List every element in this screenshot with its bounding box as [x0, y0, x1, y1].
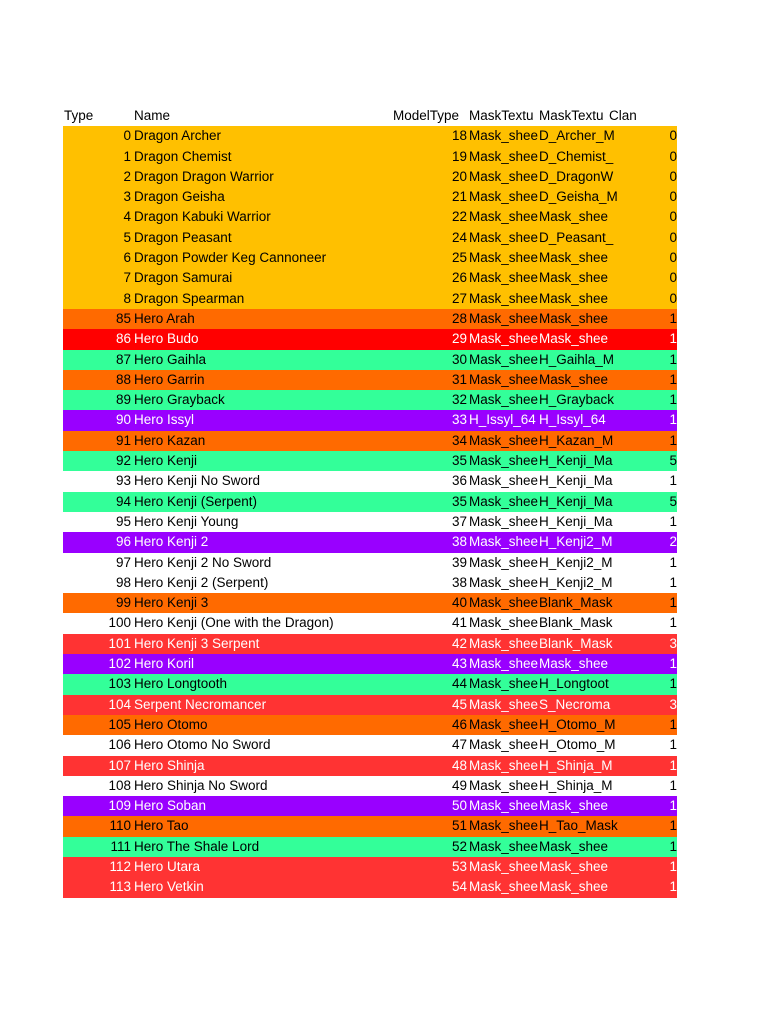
type-cell[interactable]: 8 — [123, 290, 131, 306]
clan-cell[interactable]: 1 — [669, 676, 677, 692]
type-cell[interactable]: 3 — [123, 189, 131, 205]
type-cell[interactable]: 108 — [108, 777, 131, 793]
table-row[interactable] — [63, 309, 679, 329]
clan-cell[interactable]: 1 — [669, 473, 677, 489]
name-cell[interactable]: Hero Grayback — [134, 392, 225, 408]
mask-texture-1-cell[interactable]: Mask_shee — [469, 798, 539, 814]
model-type-cell[interactable]: 38 — [451, 534, 467, 550]
mask-texture-1-cell[interactable]: Mask_shee — [469, 290, 539, 306]
clan-cell[interactable]: 1 — [669, 757, 677, 773]
clan-cell[interactable]: 1 — [669, 412, 677, 428]
name-cell[interactable]: Hero Kenji 2 No Sword — [134, 554, 272, 570]
mask-texture-2-cell[interactable]: H_Kenji2_M — [539, 534, 613, 550]
model-type-cell[interactable]: 26 — [451, 270, 467, 286]
mask-texture-1-cell[interactable]: Mask_shee — [469, 168, 539, 184]
mask-texture-1-cell[interactable]: Mask_shee — [469, 656, 539, 672]
model-type-cell[interactable]: 36 — [451, 473, 467, 489]
mask-texture-2-cell[interactable]: Mask_shee — [539, 656, 609, 672]
mask-texture-2-cell[interactable]: D_Archer_M — [539, 128, 615, 144]
mask-texture-1-cell[interactable]: Mask_shee — [469, 818, 539, 834]
type-cell[interactable]: 94 — [115, 493, 131, 509]
table-row[interactable] — [63, 634, 679, 654]
mask-texture-2-cell[interactable]: S_Necroma — [539, 696, 611, 712]
mask-texture-2-cell[interactable]: H_Otomo_M — [539, 737, 616, 753]
mask-texture-2-cell[interactable]: Mask_shee — [539, 270, 609, 286]
clan-cell[interactable]: 1 — [669, 554, 677, 570]
type-cell[interactable]: 88 — [115, 371, 131, 387]
name-cell[interactable]: Hero Garrin — [134, 371, 205, 387]
header-type: Type — [64, 108, 94, 123]
name-cell[interactable]: Hero Kenji (One with the Dragon) — [134, 615, 334, 631]
clan-cell[interactable]: 3 — [669, 635, 677, 651]
name-cell[interactable]: Hero Gaihla — [134, 351, 207, 367]
model-type-cell[interactable]: 30 — [451, 351, 467, 367]
model-type-cell[interactable]: 51 — [451, 818, 467, 834]
mask-texture-2-cell[interactable]: Mask_shee — [539, 310, 609, 326]
type-cell[interactable]: 109 — [108, 798, 131, 814]
mask-texture-1-cell[interactable]: Mask_shee — [469, 310, 539, 326]
name-cell[interactable]: Hero Soban — [134, 798, 207, 814]
table-row[interactable] — [63, 451, 679, 471]
type-cell[interactable]: 89 — [115, 392, 131, 408]
type-cell[interactable]: 99 — [115, 595, 131, 611]
mask-texture-1-cell[interactable]: Mask_shee — [469, 595, 539, 611]
model-type-cell[interactable]: 25 — [451, 250, 467, 266]
clan-cell[interactable]: 0 — [669, 270, 677, 286]
table-row[interactable] — [63, 877, 679, 897]
type-cell[interactable]: 107 — [108, 757, 131, 773]
clan-cell[interactable]: 0 — [669, 168, 677, 184]
table-row[interactable] — [63, 492, 679, 512]
type-cell[interactable]: 110 — [109, 818, 131, 834]
model-type-cell[interactable]: 53 — [451, 858, 467, 874]
table-row[interactable] — [63, 471, 679, 491]
clan-cell[interactable]: 0 — [669, 148, 677, 164]
mask-texture-2-cell[interactable]: D_Peasant_ — [539, 229, 614, 245]
name-cell[interactable]: Dragon Dragon Warrior — [134, 168, 274, 184]
mask-texture-2-cell[interactable]: H_Shinja_M — [539, 777, 613, 793]
mask-texture-1-cell[interactable]: Mask_shee — [469, 351, 539, 367]
mask-texture-1-cell[interactable]: Mask_shee — [469, 737, 539, 753]
model-type-cell[interactable]: 44 — [451, 676, 467, 692]
mask-texture-2-cell[interactable]: H_Kenji_Ma — [539, 473, 613, 489]
mask-texture-1-cell[interactable]: Mask_shee — [469, 392, 539, 408]
clan-cell[interactable]: 1 — [669, 879, 677, 895]
mask-texture-2-cell[interactable]: Mask_shee — [539, 250, 609, 266]
name-cell[interactable]: Hero Kenji Young — [134, 513, 239, 529]
mask-texture-2-cell[interactable]: H_Kenji_Ma — [539, 453, 613, 469]
mask-texture-2-cell[interactable]: H_Grayback — [539, 392, 615, 408]
model-type-cell[interactable]: 46 — [451, 716, 467, 732]
table-row[interactable] — [63, 512, 679, 532]
type-cell[interactable]: 111 — [110, 838, 131, 854]
model-type-cell[interactable]: 28 — [451, 310, 467, 326]
mask-texture-1-cell[interactable]: Mask_shee — [469, 331, 539, 347]
type-cell[interactable]: 86 — [115, 331, 131, 347]
mask-texture-1-cell[interactable]: Mask_shee — [469, 473, 539, 489]
name-cell[interactable]: Hero Shinja No Sword — [134, 777, 268, 793]
name-cell[interactable]: Hero Kenji 3 Serpent — [134, 635, 260, 651]
name-cell[interactable]: Hero Otomo — [134, 716, 208, 732]
mask-texture-2-cell[interactable]: H_Shinja_M — [539, 757, 613, 773]
type-cell[interactable]: 87 — [115, 351, 131, 367]
table-row[interactable] — [63, 329, 679, 349]
clan-cell[interactable]: 5 — [669, 493, 677, 509]
mask-texture-2-cell[interactable]: D_Geisha_M — [539, 189, 618, 205]
mask-texture-1-cell[interactable]: Mask_shee — [469, 493, 539, 509]
type-cell[interactable]: 104 — [108, 696, 131, 712]
clan-cell[interactable]: 1 — [669, 798, 677, 814]
type-cell[interactable]: 112 — [109, 858, 131, 874]
table-row[interactable] — [63, 695, 679, 715]
model-type-cell[interactable]: 20 — [451, 168, 467, 184]
mask-texture-2-cell[interactable]: Mask_shee — [539, 858, 609, 874]
clan-cell[interactable]: 1 — [669, 351, 677, 367]
type-cell[interactable]: 1 — [123, 148, 131, 164]
type-cell[interactable]: 95 — [115, 513, 131, 529]
type-cell[interactable]: 5 — [123, 229, 131, 245]
mask-texture-2-cell[interactable]: D_Chemist_ — [539, 148, 614, 164]
mask-texture-1-cell[interactable]: Mask_shee — [469, 554, 539, 570]
table-row[interactable] — [63, 187, 679, 207]
type-cell[interactable]: 4 — [123, 209, 131, 225]
model-type-cell[interactable]: 37 — [451, 513, 467, 529]
mask-texture-2-cell[interactable]: H_Kazan_M — [539, 432, 614, 448]
mask-texture-2-cell[interactable]: Mask_shee — [539, 371, 609, 387]
mask-texture-2-cell[interactable]: Mask_shee — [539, 838, 609, 854]
mask-texture-1-cell[interactable]: Mask_shee — [469, 270, 539, 286]
clan-cell[interactable]: 1 — [669, 838, 677, 854]
mask-texture-1-cell[interactable]: Mask_shee — [469, 432, 539, 448]
model-type-cell[interactable]: 45 — [451, 696, 467, 712]
clan-cell[interactable]: 1 — [669, 656, 677, 672]
mask-texture-2-cell[interactable]: Blank_Mask — [539, 615, 613, 631]
clan-cell[interactable]: 2 — [669, 534, 677, 550]
model-type-cell[interactable]: 43 — [451, 656, 467, 672]
name-cell[interactable]: Hero Kenji 2 (Serpent) — [134, 574, 269, 590]
table-row[interactable] — [63, 370, 679, 390]
spreadsheet — [63, 106, 679, 898]
clan-cell[interactable]: 0 — [669, 229, 677, 245]
mask-texture-1-cell[interactable]: Mask_shee — [469, 615, 539, 631]
model-type-cell[interactable]: 49 — [451, 777, 467, 793]
mask-texture-2-cell[interactable]: D_DragonW — [539, 168, 614, 184]
mask-texture-1-cell[interactable]: Mask_shee — [469, 189, 539, 205]
mask-texture-1-cell[interactable]: Mask_shee — [469, 148, 539, 164]
table-row[interactable] — [63, 613, 679, 633]
table-row[interactable] — [63, 167, 679, 187]
table-row[interactable] — [63, 431, 679, 451]
table-row[interactable] — [63, 126, 679, 146]
table-row[interactable] — [63, 796, 679, 816]
mask-texture-2-cell[interactable]: Blank_Mask — [539, 635, 613, 651]
mask-texture-1-cell[interactable]: Mask_shee — [469, 574, 539, 590]
model-type-cell[interactable]: 32 — [451, 392, 467, 408]
mask-texture-2-cell[interactable]: Mask_shee — [539, 290, 609, 306]
name-cell[interactable]: Hero Kenji 3 — [134, 595, 209, 611]
mask-texture-1-cell[interactable]: Mask_shee — [469, 757, 539, 773]
clan-cell[interactable]: 0 — [669, 250, 677, 266]
model-type-cell[interactable]: 29 — [451, 331, 467, 347]
clan-cell[interactable]: 3 — [669, 696, 677, 712]
mask-texture-1-cell[interactable]: Mask_shee — [469, 513, 539, 529]
name-cell[interactable]: Hero Budo — [134, 331, 199, 347]
model-type-cell[interactable]: 48 — [451, 757, 467, 773]
type-cell[interactable]: 91 — [115, 432, 131, 448]
name-cell[interactable]: Hero Utara — [134, 858, 201, 874]
mask-texture-1-cell[interactable]: Mask_shee — [469, 209, 539, 225]
name-cell[interactable]: Dragon Samurai — [134, 270, 233, 286]
type-cell[interactable]: 92 — [115, 453, 131, 469]
table-body — [63, 126, 679, 897]
mask-texture-2-cell[interactable]: H_Otomo_M — [539, 716, 616, 732]
table-row[interactable] — [63, 207, 679, 227]
name-cell[interactable]: Hero Tao — [134, 818, 189, 834]
type-cell[interactable]: 113 — [109, 879, 131, 895]
clan-cell[interactable]: 1 — [669, 737, 677, 753]
clan-cell[interactable]: 1 — [669, 392, 677, 408]
model-type-cell[interactable]: 33 — [451, 412, 467, 428]
type-cell[interactable]: 101 — [108, 635, 131, 651]
type-cell[interactable]: 100 — [108, 615, 131, 631]
name-cell[interactable]: Hero Kenji (Serpent) — [134, 493, 258, 509]
name-cell[interactable]: Hero Arah — [134, 310, 195, 326]
clan-cell[interactable]: 5 — [669, 453, 677, 469]
name-cell[interactable]: Dragon Kabuki Warrior — [134, 209, 271, 225]
type-cell[interactable]: 97 — [115, 554, 131, 570]
table-row[interactable] — [63, 147, 679, 167]
table-row[interactable] — [63, 735, 679, 755]
table-row[interactable] — [63, 837, 679, 857]
table-row[interactable] — [63, 654, 679, 674]
table-row[interactable] — [63, 715, 679, 735]
type-cell[interactable]: 105 — [108, 716, 131, 732]
name-cell[interactable]: Dragon Chemist — [134, 148, 232, 164]
clan-cell[interactable]: 1 — [669, 513, 677, 529]
mask-texture-2-cell[interactable]: H_Kenji_Ma — [539, 493, 613, 509]
type-cell[interactable]: 96 — [115, 534, 131, 550]
header-model-type: ModelType — [393, 108, 460, 123]
mask-texture-1-cell[interactable]: Mask_shee — [469, 879, 539, 895]
mask-texture-1-cell[interactable]: Mask_shee — [469, 858, 539, 874]
clan-cell[interactable]: 1 — [669, 615, 677, 631]
header-row — [63, 106, 679, 126]
model-type-cell[interactable]: 50 — [451, 798, 467, 814]
type-cell[interactable]: 106 — [108, 737, 131, 753]
model-type-cell[interactable]: 18 — [451, 128, 467, 144]
table-row[interactable] — [63, 350, 679, 370]
header-mask-texture-2: MaskTextu — [539, 108, 604, 123]
clan-cell[interactable]: 1 — [669, 371, 677, 387]
model-type-cell[interactable]: 21 — [451, 189, 467, 205]
name-cell[interactable]: Hero The Shale Lord — [134, 838, 260, 854]
mask-texture-1-cell[interactable]: Mask_shee — [469, 696, 539, 712]
mask-texture-2-cell[interactable]: H_Kenji_Ma — [539, 513, 613, 529]
model-type-cell[interactable]: 47 — [451, 737, 467, 753]
table-row[interactable] — [63, 593, 679, 613]
clan-cell[interactable]: 1 — [669, 331, 677, 347]
clan-cell[interactable]: 0 — [669, 128, 677, 144]
type-cell[interactable]: 2 — [123, 168, 131, 184]
clan-cell[interactable]: 1 — [669, 777, 677, 793]
name-cell[interactable]: Hero Shinja — [134, 757, 205, 773]
clan-cell[interactable]: 1 — [669, 595, 677, 611]
name-cell[interactable]: Hero Kenji No Sword — [134, 473, 261, 489]
model-type-cell[interactable]: 39 — [451, 554, 467, 570]
model-type-cell[interactable]: 27 — [451, 290, 467, 306]
clan-cell[interactable]: 1 — [669, 858, 677, 874]
name-cell[interactable]: Dragon Powder Keg Cannoneer — [134, 250, 327, 266]
mask-texture-2-cell[interactable]: Blank_Mask — [539, 595, 613, 611]
name-cell[interactable]: Serpent Necromancer — [134, 696, 267, 712]
clan-cell[interactable]: 0 — [669, 290, 677, 306]
model-type-cell[interactable]: 22 — [451, 209, 467, 225]
name-cell[interactable]: Hero Kenji — [134, 453, 198, 469]
clan-cell[interactable]: 1 — [669, 432, 677, 448]
table-row[interactable] — [63, 410, 679, 430]
header-name: Name — [134, 108, 171, 123]
name-cell[interactable]: Hero Vetkin — [134, 879, 204, 895]
table-row[interactable] — [63, 816, 679, 836]
clan-cell[interactable]: 1 — [669, 716, 677, 732]
mask-texture-2-cell[interactable]: Mask_shee — [539, 798, 609, 814]
type-cell[interactable]: 103 — [108, 676, 131, 692]
model-type-cell[interactable]: 40 — [451, 595, 467, 611]
name-cell[interactable]: Hero Koril — [134, 656, 195, 672]
header-clan: Clan — [609, 108, 637, 123]
type-cell[interactable]: 0 — [123, 128, 131, 144]
mask-texture-1-cell[interactable]: H_Issyl_64 — [469, 412, 536, 428]
mask-texture-2-cell[interactable]: H_Kenji2_M — [539, 554, 613, 570]
mask-texture-2-cell[interactable]: Mask_shee — [539, 209, 609, 225]
mask-texture-1-cell[interactable]: Mask_shee — [469, 676, 539, 692]
table-row[interactable] — [63, 756, 679, 776]
type-cell[interactable]: 7 — [123, 270, 131, 286]
model-type-cell[interactable]: 19 — [451, 148, 467, 164]
model-type-cell[interactable]: 35 — [451, 493, 467, 509]
model-type-cell[interactable]: 24 — [451, 229, 467, 245]
model-type-cell[interactable]: 35 — [451, 453, 467, 469]
mask-texture-2-cell[interactable]: H_Tao_Mask — [539, 818, 618, 834]
mask-texture-1-cell[interactable]: Mask_shee — [469, 635, 539, 651]
name-cell[interactable]: Hero Otomo No Sword — [134, 737, 271, 753]
header-mask-texture-1: MaskTextu — [469, 108, 534, 123]
mask-texture-1-cell[interactable]: Mask_shee — [469, 371, 539, 387]
model-type-cell[interactable]: 54 — [451, 879, 467, 895]
model-type-cell[interactable]: 38 — [451, 574, 467, 590]
name-cell[interactable]: Dragon Peasant — [134, 229, 232, 245]
table-row[interactable] — [63, 390, 679, 410]
model-type-cell[interactable]: 41 — [451, 615, 467, 631]
model-type-cell[interactable]: 31 — [451, 371, 467, 387]
clan-cell[interactable]: 1 — [669, 818, 677, 834]
mask-texture-2-cell[interactable]: H_Gaihla_M — [539, 351, 615, 367]
mask-texture-1-cell[interactable]: Mask_shee — [469, 128, 539, 144]
table-row[interactable] — [63, 268, 679, 288]
table-row[interactable] — [63, 289, 679, 309]
mask-texture-1-cell[interactable]: Mask_shee — [469, 838, 539, 854]
name-cell[interactable]: Hero Issyl — [134, 412, 195, 428]
mask-texture-1-cell[interactable]: Mask_shee — [469, 534, 539, 550]
mask-texture-1-cell[interactable]: Mask_shee — [469, 229, 539, 245]
model-type-cell[interactable]: 42 — [451, 635, 467, 651]
clan-cell[interactable]: 0 — [669, 209, 677, 225]
name-cell[interactable]: Hero Kazan — [134, 432, 206, 448]
mask-texture-1-cell[interactable]: Mask_shee — [469, 250, 539, 266]
name-cell[interactable]: Hero Kenji 2 — [134, 534, 209, 550]
type-cell[interactable]: 90 — [115, 412, 131, 428]
mask-texture-2-cell[interactable]: H_Issyl_64 — [539, 412, 606, 428]
table-row[interactable] — [63, 532, 679, 552]
clan-cell[interactable]: 0 — [669, 189, 677, 205]
name-cell[interactable]: Hero Longtooth — [134, 676, 228, 692]
clan-cell[interactable]: 1 — [669, 310, 677, 326]
name-cell[interactable]: Dragon Geisha — [134, 189, 225, 205]
mask-texture-2-cell[interactable]: Mask_shee — [539, 879, 609, 895]
table-row[interactable] — [63, 776, 679, 796]
type-cell[interactable]: 85 — [115, 310, 131, 326]
table-row[interactable] — [63, 553, 679, 573]
clan-cell[interactable]: 1 — [669, 574, 677, 590]
model-type-cell[interactable]: 34 — [451, 432, 467, 448]
table-row[interactable] — [63, 674, 679, 694]
mask-texture-1-cell[interactable]: Mask_shee — [469, 777, 539, 793]
table-row[interactable] — [63, 573, 679, 593]
type-cell[interactable]: 102 — [108, 656, 131, 672]
table-row[interactable] — [63, 248, 679, 268]
type-cell[interactable]: 93 — [115, 473, 131, 489]
table-row[interactable] — [63, 857, 679, 877]
model-type-cell[interactable]: 52 — [451, 838, 467, 854]
mask-texture-2-cell[interactable]: Mask_shee — [539, 331, 609, 347]
name-cell[interactable]: Dragon Archer — [134, 128, 222, 144]
mask-texture-1-cell[interactable]: Mask_shee — [469, 453, 539, 469]
mask-texture-2-cell[interactable]: H_Kenji2_M — [539, 574, 613, 590]
type-cell[interactable]: 6 — [123, 250, 131, 266]
mask-texture-2-cell[interactable]: H_Longtoot — [539, 676, 609, 692]
mask-texture-1-cell[interactable]: Mask_shee — [469, 716, 539, 732]
table-row[interactable] — [63, 228, 679, 248]
type-cell[interactable]: 98 — [115, 574, 131, 590]
name-cell[interactable]: Dragon Spearman — [134, 290, 245, 306]
